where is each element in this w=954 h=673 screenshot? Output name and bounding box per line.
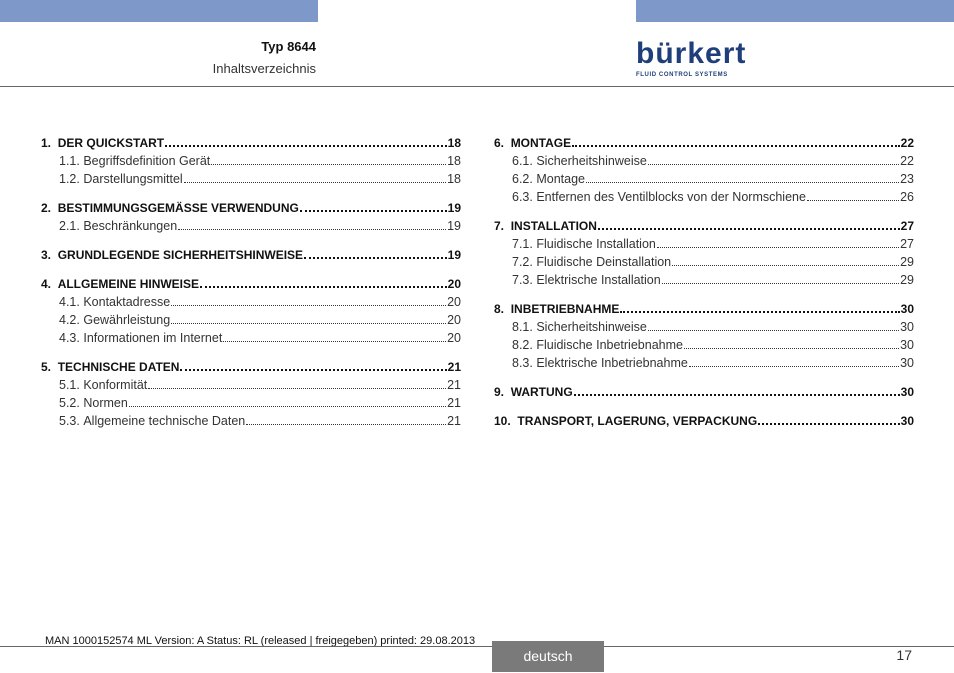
toc-leader-dots [246, 414, 446, 425]
toc-subsection-entry[interactable] [494, 255, 914, 273]
toc-entry-page: 30 [900, 302, 914, 316]
toc-leader-dots [171, 313, 446, 324]
toc-entry-page: 18 [447, 136, 461, 150]
toc-entry-page: 19 [447, 201, 461, 215]
toc-leader-dots [672, 255, 899, 266]
top-accent-bar-right [636, 0, 954, 22]
toc-entry-page: 20 [447, 313, 461, 327]
toc-entry-title: Montage [536, 172, 585, 186]
toc-entry-number: 5.1. [59, 378, 80, 392]
toc-entry-number: 5.3. [59, 414, 80, 428]
toc-entry-number: 1.1. [59, 154, 80, 168]
document-subtitle: Inhaltsverzeichnis [212, 61, 316, 76]
logo-tagline: FLUID CONTROL SYSTEMS [636, 72, 728, 78]
footer-divider [0, 646, 954, 647]
toc-chapter-entry[interactable] [494, 218, 914, 237]
toc-entry-title: Darstellungsmittel [83, 172, 183, 186]
top-accent-bar-left [0, 0, 318, 22]
toc-entry-title: BESTIMMUNGSGEMÄSSE VERWENDUNG [57, 201, 299, 215]
toc-entry-title: Fluidische Deinstallation [536, 255, 672, 269]
toc-entry-page: 21 [447, 360, 461, 374]
toc-entry-page: 18 [447, 172, 461, 186]
toc-subsection-entry[interactable] [41, 172, 461, 190]
toc-leader-dots [180, 359, 446, 371]
toc-subsection-entry[interactable] [41, 154, 461, 172]
toc-chapter-entry[interactable] [494, 301, 914, 320]
toc-entry-page: 21 [447, 378, 461, 392]
toc-subsection-entry[interactable] [41, 295, 461, 313]
toc-entry-page: 30 [900, 338, 914, 352]
toc-entry-number: 2.1. [59, 219, 80, 233]
toc-subsection-entry[interactable] [41, 396, 461, 414]
toc-entry-number: 8. [494, 302, 505, 316]
toc-entry-title: Beschränkungen [83, 219, 178, 233]
toc-entry-page: 29 [900, 255, 914, 269]
toc-entry-title: ALLGEMEINE HINWEISE [57, 277, 200, 291]
toc-section [41, 200, 461, 237]
toc-entry-title: Informationen im Internet [83, 331, 223, 345]
toc-leader-dots [657, 237, 899, 248]
toc-leader-dots [178, 219, 446, 230]
toc-subsection-entry[interactable] [494, 237, 914, 255]
toc-entry-page: 27 [900, 219, 914, 233]
toc-entry-number: 1.2. [59, 172, 80, 186]
toc-entry-title: Fluidische Installation [536, 237, 656, 251]
toc-section [494, 218, 914, 291]
toc-leader-dots [648, 154, 899, 165]
toc-section [494, 413, 914, 432]
toc-leader-dots [165, 135, 447, 147]
toc-entry-number: 4.1. [59, 295, 80, 309]
toc-subsection-entry[interactable] [41, 331, 461, 349]
toc-leader-dots [648, 320, 899, 331]
toc-entry-number: 6.3. [512, 190, 533, 204]
toc-entry-number: 8.3. [512, 356, 533, 370]
toc-leader-dots [758, 413, 899, 425]
toc-leader-dots [300, 200, 447, 212]
toc-section [41, 247, 461, 266]
toc-entry-number: 6.2. [512, 172, 533, 186]
toc-leader-dots [574, 384, 900, 396]
toc-entry-title: Entfernen des Ventilblocks von der Normschiene [536, 190, 806, 204]
toc-entry-number: 7.3. [512, 273, 533, 287]
toc-chapter-entry[interactable] [41, 359, 461, 378]
toc-entry-page: 30 [900, 320, 914, 334]
toc-leader-dots [662, 273, 899, 284]
toc-entry-title: GRUNDLEGENDE SICHERHEITSHINWEISE [57, 248, 304, 262]
toc-entry-page: 20 [447, 331, 461, 345]
toc-entry-number: 2. [41, 201, 52, 215]
toc-leader-dots [184, 172, 446, 183]
toc-leader-dots [171, 295, 446, 306]
toc-entry-number: 4.3. [59, 331, 80, 345]
toc-entry-page: 23 [900, 172, 914, 186]
toc-entry-page: 26 [900, 190, 914, 204]
header-divider [0, 86, 954, 87]
toc-entry-title: Sicherheitshinweise [536, 154, 647, 168]
toc-entry-page: 22 [900, 154, 914, 168]
toc-chapter-entry[interactable] [41, 135, 461, 154]
toc-entry-title: Elektrische Inbetriebnahme [536, 356, 688, 370]
toc-leader-dots [129, 396, 446, 407]
toc-chapter-entry[interactable] [494, 135, 914, 154]
toc-subsection-entry[interactable] [494, 172, 914, 190]
toc-entry-page: 29 [900, 273, 914, 287]
toc-entry-number: 7.2. [512, 255, 533, 269]
toc-entry-title: Elektrische Installation [536, 273, 661, 287]
toc-entry-page: 20 [447, 295, 461, 309]
toc-entry-number: 5.2. [59, 396, 80, 410]
document-type: Typ 8644 [261, 39, 316, 54]
toc-entry-title: INSTALLATION [510, 219, 597, 233]
toc-entry-page: 21 [447, 396, 461, 410]
toc-chapter-entry[interactable] [494, 413, 914, 432]
toc-entry-number: 9. [494, 385, 505, 399]
toc-entry-page: 27 [900, 237, 914, 251]
toc-section [494, 384, 914, 403]
document-meta: MAN 1000152574 ML Version: A Status: RL (released | freigegeben) printed: 29.08.2013 [45, 635, 476, 647]
toc-entry-title: Konformität [83, 378, 148, 392]
toc-entry-title: TECHNISCHE DATEN [57, 360, 180, 374]
toc-section [494, 301, 914, 374]
toc-leader-dots [223, 331, 446, 342]
toc-column-left [41, 135, 461, 442]
toc-leader-dots [200, 276, 447, 288]
toc-entry-title: TRANSPORT, LAGERUNG, VERPACKUNG [517, 414, 758, 428]
toc-entry-number: 7.1. [512, 237, 533, 251]
toc-leader-dots [684, 338, 899, 349]
toc-entry-title: MONTAGE [510, 136, 572, 150]
toc-entry-number: 8.2. [512, 338, 533, 352]
toc-leader-dots [586, 172, 899, 183]
toc-subsection-entry[interactable] [494, 320, 914, 338]
toc-leader-dots [304, 247, 447, 259]
toc-entry-page: 21 [447, 414, 461, 428]
toc-leader-dots [211, 154, 446, 165]
toc-entry-number: 6.1. [512, 154, 533, 168]
toc-entry-number: 7. [494, 219, 505, 233]
toc-subsection-entry[interactable] [41, 219, 461, 237]
toc-chapter-entry[interactable] [41, 247, 461, 266]
toc-subsection-entry[interactable] [494, 273, 914, 291]
toc-section [41, 276, 461, 349]
toc-column-right [494, 135, 914, 442]
toc-entry-page: 19 [447, 219, 461, 233]
toc-subsection-entry[interactable] [41, 378, 461, 396]
toc-leader-dots [598, 218, 900, 230]
toc-entry-number: 3. [41, 248, 52, 262]
toc-entry-title: Gewährleistung [83, 313, 171, 327]
toc-entry-number: 8.1. [512, 320, 533, 334]
toc-entry-page: 19 [447, 248, 461, 262]
toc-entry-number: 4.2. [59, 313, 80, 327]
toc-section [41, 359, 461, 432]
toc-entry-number: 1. [41, 136, 52, 150]
toc-entry-page: 30 [900, 385, 914, 399]
toc-leader-dots [807, 190, 899, 201]
toc-leader-dots [620, 301, 899, 313]
toc-chapter-entry[interactable] [494, 384, 914, 403]
toc-chapter-entry[interactable] [41, 200, 461, 219]
toc-subsection-entry[interactable] [494, 190, 914, 208]
toc-entry-number: 10. [494, 414, 511, 428]
toc-section [41, 135, 461, 190]
toc-subsection-entry[interactable] [41, 414, 461, 432]
language-tab: deutsch [492, 641, 604, 672]
toc-entry-title: Normen [83, 396, 128, 410]
toc-chapter-entry[interactable] [41, 276, 461, 295]
toc-subsection-entry[interactable] [494, 338, 914, 356]
toc-entry-page: 20 [447, 277, 461, 291]
toc-entry-title: DER QUICKSTART [57, 136, 165, 150]
toc-entry-title: INBETRIEBNAHME [510, 302, 620, 316]
toc-entry-title: WARTUNG [510, 385, 573, 399]
toc-entry-number: 5. [41, 360, 52, 374]
toc-entry-number: 4. [41, 277, 52, 291]
toc-subsection-entry[interactable] [494, 356, 914, 374]
toc-entry-page: 30 [900, 414, 914, 428]
toc-subsection-entry[interactable] [494, 154, 914, 172]
toc-entry-page: 30 [900, 356, 914, 370]
toc-leader-dots [689, 356, 899, 367]
page-number: 17 [896, 647, 912, 663]
toc-section [494, 135, 914, 208]
logo-wordmark: bürkert [636, 37, 747, 70]
toc-entry-title: Kontaktadresse [83, 295, 171, 309]
toc-leader-dots [148, 378, 446, 389]
toc-leader-dots [572, 135, 900, 147]
toc-entry-title: Begriffsdefinition Gerät [83, 154, 211, 168]
toc-entry-title: Fluidische Inbetriebnahme [536, 338, 683, 352]
burkert-logo [636, 37, 747, 80]
toc-subsection-entry[interactable] [41, 313, 461, 331]
toc-entry-title: Sicherheitshinweise [536, 320, 647, 334]
toc-entry-page: 22 [900, 136, 914, 150]
toc-entry-number: 6. [494, 136, 505, 150]
toc-entry-page: 18 [447, 154, 461, 168]
toc-entry-title: Allgemeine technische Daten [83, 414, 246, 428]
